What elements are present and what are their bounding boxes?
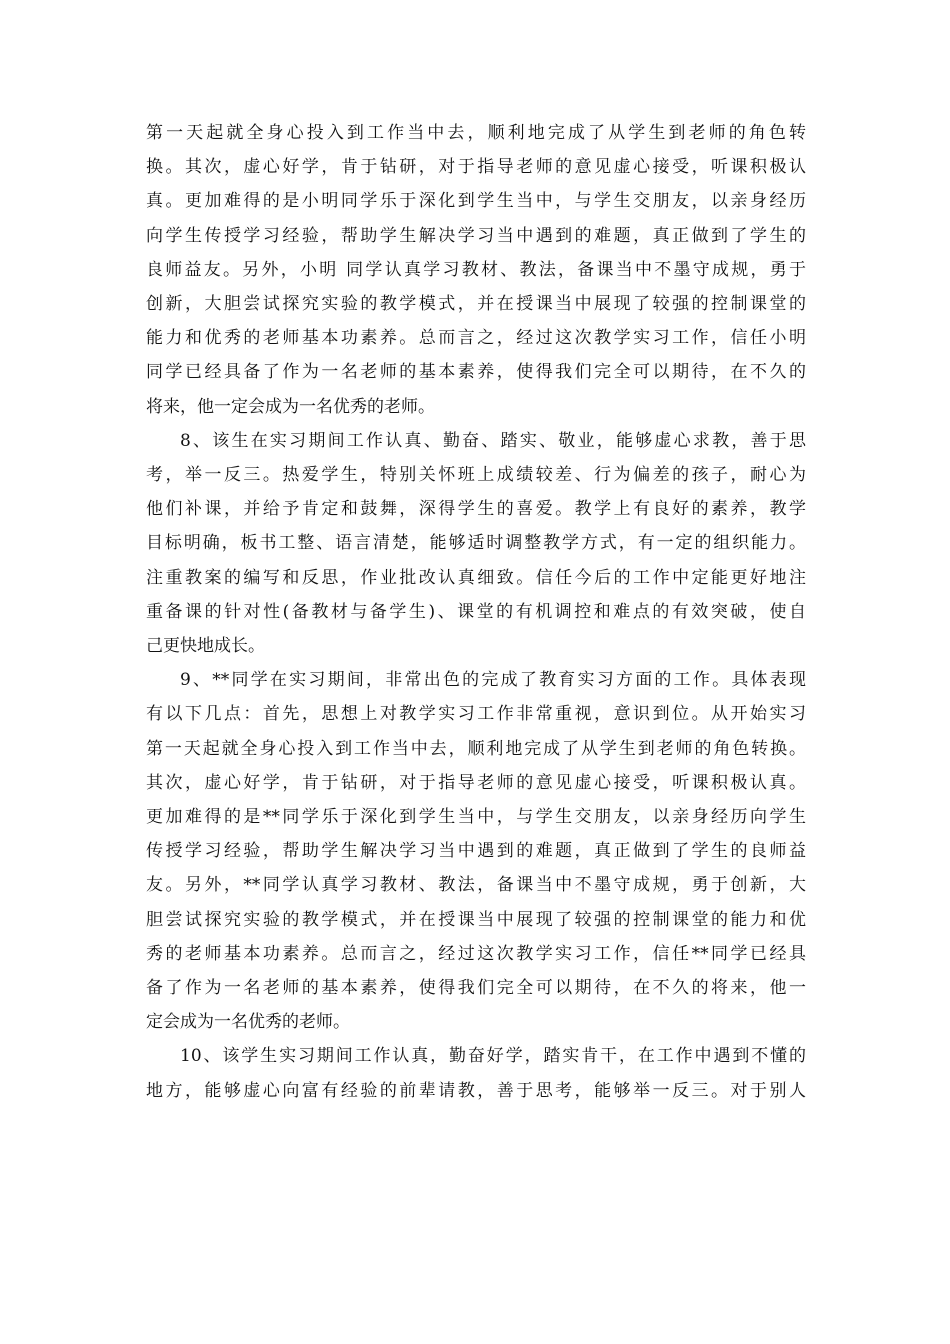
text-line: 有以下几点：首先，思想上对教学实习工作非常重视，意识到位。从开始实习 <box>146 704 806 725</box>
paragraph-10 <box>146 1039 806 1107</box>
text-line: 目标明确，板书工整、语言清楚，能够适时调整教学方式，有一定的组织能力。 <box>146 533 806 554</box>
text-line: 胆尝试探究实验的教学模式，并在授课当中展现了较强的控制课堂的能力和优 <box>146 909 806 930</box>
text-line: 同学已经具备了作为一名老师的基本素养，使得我们完全可以期待，在不久的 <box>146 362 806 383</box>
text-line: 9、**同学在实习期间，非常出色的完成了教育实习方面的工作。具体表现 <box>180 670 806 691</box>
text-line: 能力和优秀的老师基本功素养。总而言之，经过这次教学实习工作，信任小明 <box>146 328 806 349</box>
text-line: 定会成为一名优秀的老师。 <box>146 1012 350 1033</box>
text-line: 真。更加难得的是小明同学乐于深化到学生当中，与学生交朋友，以亲身经历 <box>146 191 806 212</box>
text-line: 己更快地成长。 <box>146 636 265 657</box>
text-line: 重备课的针对性(备教材与备学生)、课堂的有机调控和难点的有效突破，使自 <box>146 601 806 622</box>
text-line: 将来，他一定会成为一名优秀的老师。 <box>146 396 435 417</box>
text-line: 第一天起就全身心投入到工作当中去，顺利地完成了从学生到老师的角色转换。 <box>146 738 806 759</box>
text-line: 友。另外，**同学认真学习教材、教法，备课当中不墨守成规，勇于创新，大 <box>146 875 806 896</box>
text-line: 向学生传授学习经验，帮助学生解决学习当中遇到的难题，真正做到了学生的 <box>146 225 806 246</box>
text-line: 地方，能够虚心向富有经验的前辈请教，善于思考，能够举一反三。对于别人 <box>146 1080 806 1101</box>
text-line: 8、该生在实习期间工作认真、勤奋、踏实、敬业，能够虚心求教，善于思 <box>180 430 806 451</box>
text-line: 备了作为一名老师的基本素养，使得我们完全可以期待，在不久的将来，他一 <box>146 978 806 999</box>
document-body <box>146 116 806 1108</box>
paragraph-8 <box>146 424 806 663</box>
text-line: 创新，大胆尝试探究实验的教学模式，并在授课当中展现了较强的控制课堂的 <box>146 294 806 315</box>
text-line: 传授学习经验，帮助学生解决学习当中遇到的难题，真正做到了学生的良师益 <box>146 841 806 862</box>
text-line: 换。其次，虚心好学，肯于钻研，对于指导老师的意见虚心接受，听课积极认 <box>146 157 806 178</box>
paragraph-7-continued <box>146 116 806 424</box>
text-line: 良师益友。另外，小明 同学认真学习教材、教法，备课当中不墨守成规，勇于 <box>146 259 806 280</box>
text-line: 其次，虚心好学，肯于钻研，对于指导老师的意见虚心接受，听课积极认真。 <box>146 772 806 793</box>
paragraph-9 <box>146 663 806 1039</box>
text-line: 更加难得的是**同学乐于深化到学生当中，与学生交朋友，以亲身经历向学生 <box>146 807 806 828</box>
text-line: 10、该学生实习期间工作认真，勤奋好学，踏实肯干，在工作中遇到不懂的 <box>180 1046 806 1067</box>
text-line: 秀的老师基本功素养。总而言之，经过这次教学实习工作，信任**同学已经具 <box>146 943 806 964</box>
text-line: 考，举一反三。热爱学生，特别关怀班上成绩较差、行为偏差的孩子，耐心为 <box>146 465 806 486</box>
text-line: 第一天起就全身心投入到工作当中去，顺利地完成了从学生到老师的角色转 <box>146 123 806 143</box>
text-line: 注重教案的编写和反思，作业批改认真细致。信任今后的工作中定能更好地注 <box>146 567 806 588</box>
text-line: 他们补课，并给予肯定和鼓舞，深得学生的喜爱。教学上有良好的素养，教学 <box>146 499 806 520</box>
